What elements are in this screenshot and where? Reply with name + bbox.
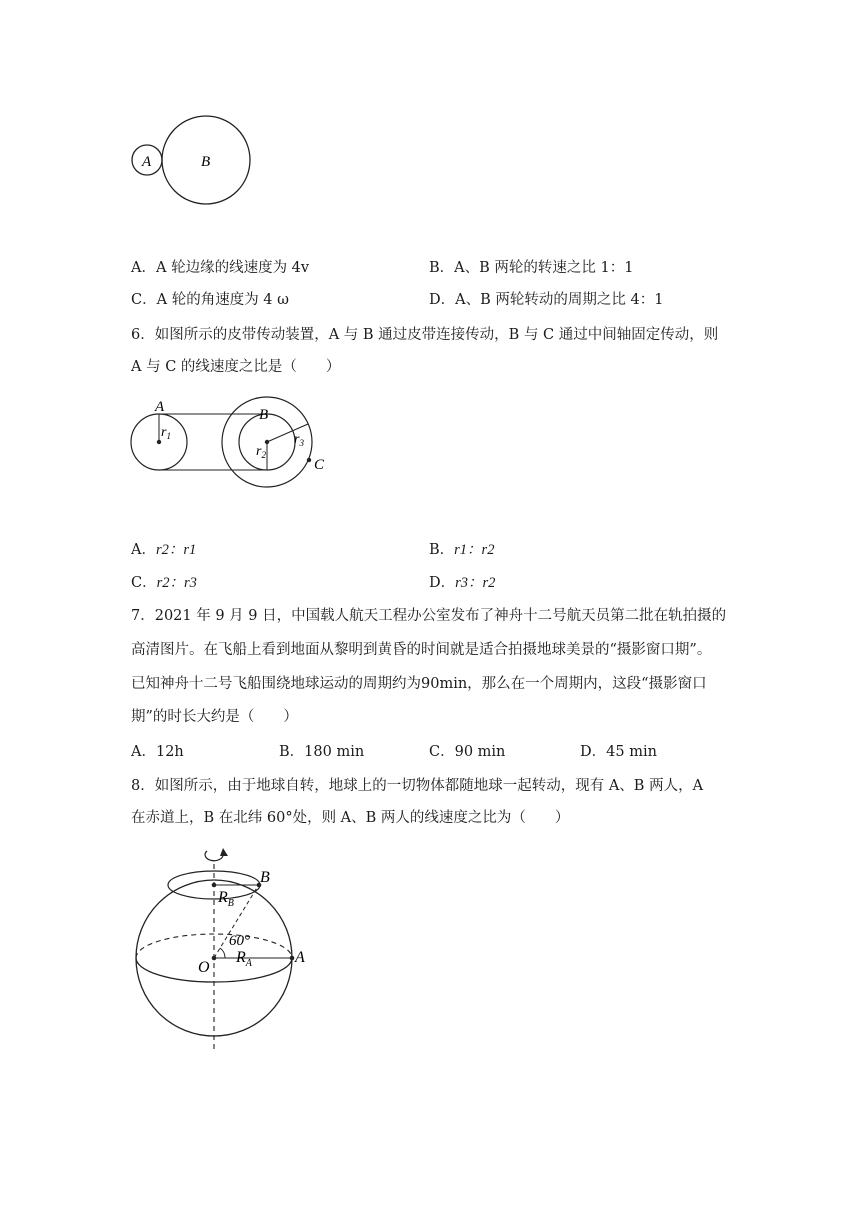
q6-belt-figure	[125, 393, 345, 513]
option-text: r3：r2	[455, 575, 496, 591]
q8-stem-line-1: 8．如图所示，由于地球自转，地球上的一切物体都随地球一起转动，现有 A、B 两人，A	[131, 778, 704, 794]
q5-option-c[interactable]	[131, 290, 289, 310]
label-a: A	[295, 949, 305, 966]
q6-option-b[interactable]	[429, 540, 494, 560]
option-key: B．	[429, 542, 455, 558]
q6-stem-line-1: 6．如图所示的皮带传动装置，A 与 B 通过皮带连接传动，B 与 C 通过中间轴固定传动，则	[131, 327, 719, 343]
q7-option-a[interactable]	[131, 742, 184, 762]
center-a-dot	[157, 440, 161, 444]
q6-option-c[interactable]	[131, 573, 197, 593]
option-key: D．	[580, 744, 607, 760]
option-text: A 轮的角速度为 4 ω	[156, 292, 289, 308]
option-text: 90 min	[454, 744, 506, 760]
label-a: A	[155, 399, 165, 415]
q7-option-d[interactable]	[580, 742, 657, 762]
q7-stem-line-3: 已知神舟十二号飞船围绕地球运动的周期约为90min，那么在一个周期内，这段“摄影窗口	[131, 676, 707, 692]
label-r2: $r_2$	[256, 444, 266, 460]
q8-earth-figure	[125, 840, 325, 1055]
q7-option-b[interactable]	[279, 742, 364, 762]
q5-gear-figure	[125, 112, 265, 212]
option-text: A 轮边缘的线速度为 4v	[155, 260, 310, 276]
center-b-dot	[265, 440, 269, 444]
q6-option-d[interactable]	[429, 573, 495, 593]
point-a-dot	[290, 956, 295, 961]
option-text: 180 min	[304, 744, 365, 760]
label-rb: $R_B$	[218, 889, 234, 909]
option-text: r1：r2	[454, 542, 495, 558]
q5-option-a[interactable]	[131, 258, 309, 278]
q7-stem-line-1: 7．2021 年 9 月 9 日，中国载人航天工程办公室发布了神舟十二号航天员第二批在轨拍摄的	[131, 608, 727, 624]
label-ra: $R_A$	[236, 949, 252, 969]
q7-stem-line-4: 期”的时长大约是（ ）	[131, 709, 298, 725]
q8-stem-line-2: 在赤道上，B 在北纬 60°处，则 A、B 两人的线速度之比为（ ）	[131, 810, 570, 826]
label-c: C	[314, 457, 325, 473]
option-key: A．	[131, 260, 156, 276]
option-key: A．	[131, 744, 156, 760]
q5-option-d[interactable]	[429, 290, 663, 310]
option-text: A、B 两轮的转速之比 1：1	[454, 260, 634, 276]
q7-stem-line-2: 高清图片。在飞船上看到地面从黎明到黄昏的时间就是适合拍摄地球美景的“摄影窗口期”。	[131, 642, 712, 658]
equator-front	[136, 958, 292, 982]
q7-option-c[interactable]	[429, 742, 505, 762]
label-b: B	[259, 407, 269, 423]
option-key: B．	[429, 260, 455, 276]
option-text: r2：r1	[155, 542, 197, 558]
label-angle: 60°	[229, 933, 250, 949]
point-c-dot	[307, 458, 311, 462]
option-text: 45 min	[606, 744, 657, 760]
wheel-b-label: B	[201, 154, 211, 170]
label-o: O	[198, 959, 210, 976]
option-text: A、B 两轮转动的周期之比 4：1	[455, 292, 664, 308]
label-r1: $r_1$	[161, 425, 171, 441]
option-key: D．	[429, 292, 456, 308]
option-key: A．	[131, 542, 156, 558]
option-text: 12h	[155, 744, 184, 760]
angle-arc	[220, 948, 225, 958]
label-b: B	[260, 869, 270, 886]
center-o-dot	[212, 956, 217, 961]
option-text: r2：r3	[156, 575, 197, 591]
q6-option-a[interactable]	[131, 540, 196, 560]
rotation-arrowhead-icon	[220, 848, 228, 856]
q5-option-b[interactable]	[429, 258, 633, 278]
option-key: C．	[131, 575, 157, 591]
center-rb-dot	[212, 883, 217, 888]
option-key: C．	[131, 292, 157, 308]
wheel-a-label: A	[142, 154, 152, 170]
option-key: D．	[429, 575, 456, 591]
option-key: C．	[429, 744, 455, 760]
option-key: B．	[279, 744, 305, 760]
q6-stem-line-2: A 与 C 的线速度之比是（ ）	[131, 359, 341, 375]
label-r3: $r_3$	[294, 432, 304, 448]
